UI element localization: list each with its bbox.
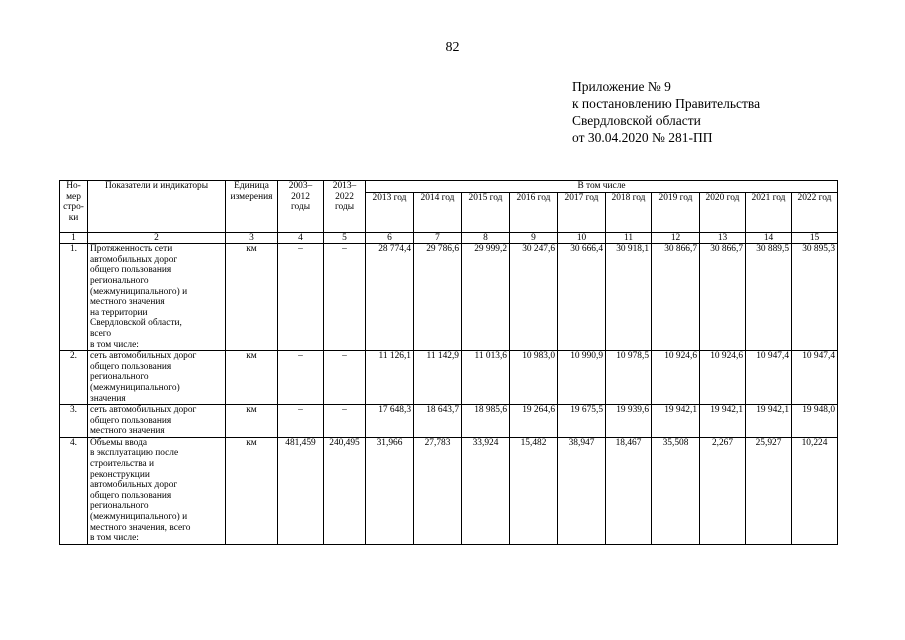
year-value: 19 942,1 [652, 405, 700, 438]
column-number: 2 [88, 232, 226, 244]
column-number: 15 [792, 232, 838, 244]
year-value: 18 985,6 [462, 405, 510, 438]
year-value: 30 247,6 [510, 244, 558, 351]
year-value: 19 264,6 [510, 405, 558, 438]
year-value: 10 924,6 [652, 351, 700, 405]
year-value: 18,467 [606, 437, 652, 544]
period-value: – [324, 405, 366, 438]
header-year: 2020 год [700, 192, 746, 232]
year-value: 33,924 [462, 437, 510, 544]
column-number: 10 [558, 232, 606, 244]
column-number: 12 [652, 232, 700, 244]
appendix-header [572, 78, 760, 146]
year-value: 30 866,7 [700, 244, 746, 351]
indicators-table [59, 180, 838, 545]
row-number: 1. [60, 244, 88, 351]
column-number: 3 [226, 232, 278, 244]
header-year: 2013 год [366, 192, 414, 232]
appendix-line: от 30.04.2020 № 281-ПП [572, 130, 713, 145]
header-unit: Единица измерения [226, 181, 278, 233]
header-year: 2022 год [792, 192, 838, 232]
indicator-name: сеть автомобильных дорог общего пользования местного значения [88, 405, 226, 438]
column-number: 6 [366, 232, 414, 244]
year-value: 19 675,5 [558, 405, 606, 438]
period-value: – [278, 244, 324, 351]
row-number: 3. [60, 405, 88, 438]
appendix-line: Свердловской области [572, 113, 701, 128]
year-value: 11 142,9 [414, 351, 462, 405]
unit: км [226, 437, 278, 544]
indicator-name: Протяженность сети автомобильных дорог общего пользования регионального (межмуниципального) и местного значения на территории Свердловской области, всего в том числе: [88, 244, 226, 351]
year-value: 30 895,3 [792, 244, 838, 351]
column-number: 5 [324, 232, 366, 244]
year-value: 25,927 [746, 437, 792, 544]
header-including: В том числе [366, 181, 838, 193]
year-value: 31,966 [366, 437, 414, 544]
column-number: 9 [510, 232, 558, 244]
year-value: 27,783 [414, 437, 462, 544]
year-value: 10 978,5 [606, 351, 652, 405]
year-value: 10 983,0 [510, 351, 558, 405]
year-value: 18 643,7 [414, 405, 462, 438]
header-indicators: Показатели и индикаторы [88, 181, 226, 233]
year-value: 2,267 [700, 437, 746, 544]
period-value: 240,495 [324, 437, 366, 544]
year-value: 29 786,6 [414, 244, 462, 351]
header-year: 2014 год [414, 192, 462, 232]
appendix-line: к постановлению Правительства [572, 96, 761, 111]
header-row-number: Но- мер стро- ки [60, 181, 88, 233]
period-value: – [324, 244, 366, 351]
year-value: 19 942,1 [746, 405, 792, 438]
indicator-name: сеть автомобильных дорог общего пользования регионального (межмуниципального) значения [88, 351, 226, 405]
year-value: 17 648,3 [366, 405, 414, 438]
table-row [60, 405, 838, 438]
header-year: 2021 год [746, 192, 792, 232]
year-value: 10 924,6 [700, 351, 746, 405]
column-number: 1 [60, 232, 88, 244]
year-value: 10 947,4 [792, 351, 838, 405]
year-value: 30 866,7 [652, 244, 700, 351]
header-year: 2018 год [606, 192, 652, 232]
unit: км [226, 244, 278, 351]
period-value: – [278, 351, 324, 405]
column-number: 13 [700, 232, 746, 244]
appendix-line: Приложение № 9 [572, 79, 671, 94]
column-number: 7 [414, 232, 462, 244]
column-number: 8 [462, 232, 510, 244]
header-year: 2019 год [652, 192, 700, 232]
year-value: 11 013,6 [462, 351, 510, 405]
period-value: – [278, 405, 324, 438]
period-value: 481,459 [278, 437, 324, 544]
year-value: 19 942,1 [700, 405, 746, 438]
year-value: 15,482 [510, 437, 558, 544]
table-row [60, 244, 838, 351]
year-value: 35,508 [652, 437, 700, 544]
header-year: 2015 год [462, 192, 510, 232]
unit: км [226, 351, 278, 405]
header-year: 2016 год [510, 192, 558, 232]
year-value: 19 948,0 [792, 405, 838, 438]
year-value: 28 774,4 [366, 244, 414, 351]
row-number: 4. [60, 437, 88, 544]
page-number: 82 [445, 40, 460, 55]
row-number: 2. [60, 351, 88, 405]
table-row [60, 437, 838, 544]
year-value: 11 126,1 [366, 351, 414, 405]
header-period-2013-2022: 2013– 2022 годы [324, 181, 366, 233]
year-value: 30 918,1 [606, 244, 652, 351]
year-value: 10 947,4 [746, 351, 792, 405]
table-row [60, 351, 838, 405]
year-value: 19 939,6 [606, 405, 652, 438]
column-number-row [60, 232, 838, 244]
column-number: 4 [278, 232, 324, 244]
header-period-2003-2012: 2003– 2012 годы [278, 181, 324, 233]
year-value: 29 999,2 [462, 244, 510, 351]
column-number: 14 [746, 232, 792, 244]
column-number: 11 [606, 232, 652, 244]
period-value: – [324, 351, 366, 405]
unit: км [226, 405, 278, 438]
year-value: 10,224 [792, 437, 838, 544]
header-year: 2017 год [558, 192, 606, 232]
year-value: 30 666,4 [558, 244, 606, 351]
year-value: 10 990,9 [558, 351, 606, 405]
year-value: 30 889,5 [746, 244, 792, 351]
year-value: 38,947 [558, 437, 606, 544]
indicator-name: Объемы ввода в эксплуатацию после строительства и реконструкции автомобильных дорог общего пользования регионального (межмуниципального) и местного значения, всего в том числе: [88, 437, 226, 544]
